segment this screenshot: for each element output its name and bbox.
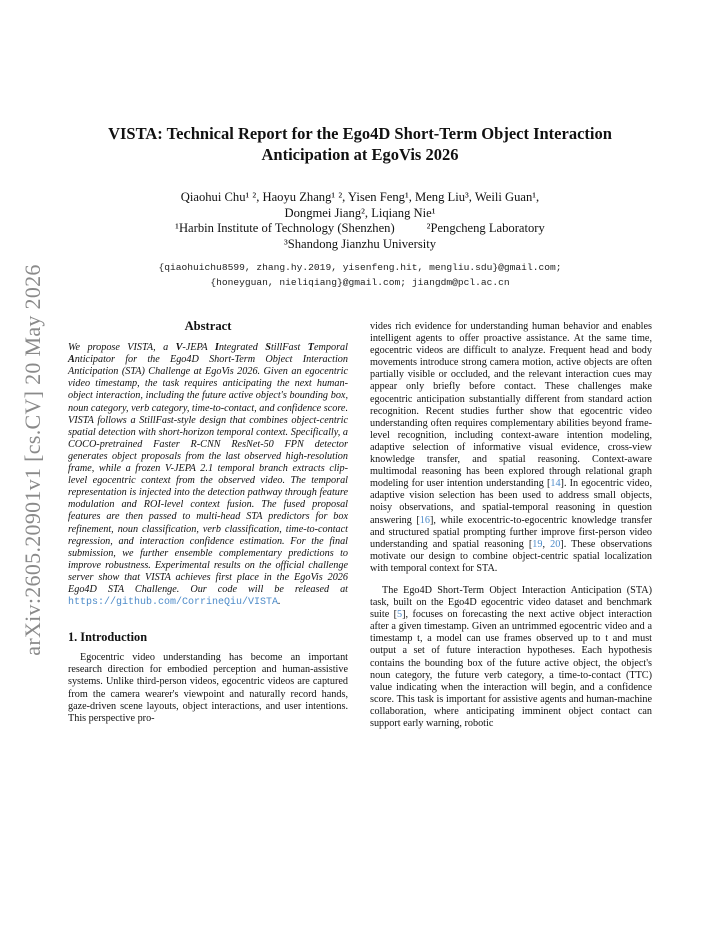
citation-20[interactable]: 20: [550, 538, 561, 550]
arxiv-id: arXiv:2605.20901v1 [cs.CV] 20 May 2026: [20, 264, 45, 656]
abstract-run: We propose VISTA, a: [68, 342, 176, 354]
email-line-2: {honeyguan, nieliqiang}@gmail.com; jiangdm@pcl.ac.cn: [210, 277, 510, 288]
abstract-heading: Abstract: [184, 319, 232, 333]
title-line-1: VISTA: Technical Report for the Ego4D Short-Term Object Interaction: [108, 124, 612, 143]
affiliation-3: ³Shandong Jianzhu University: [283, 236, 437, 251]
abstract-bold-letter: T: [307, 342, 315, 354]
abstract-bold-letter: V: [175, 342, 183, 354]
citation-14[interactable]: 14: [550, 478, 561, 490]
intro-heading: 1. Introduction: [68, 630, 148, 645]
affiliation-2: ²Pengcheng Laboratory: [426, 221, 545, 235]
abstract-run: nticipator for the Ego4D Short-Term Object Interaction Anticipation (STA) Challenge at EgoVis 2026. Given an egocentric video timestamp, the task requires anticipating the next human-object interaction, including the future active object's bounding box, noun category, verb category, time-to-contact, and confidence score. VISTA follows a StillFast-style design that combines object-centric spatial detection with short-horizon temporal context. Specifically, a COCO-pretrained Faster R-CNN ResNet-50 FPN detector generates object proposals from the last observed high-resolution frame, while a frozen V-JEPA 2.1 temporal branch extracts clip-level egocentric context from the observed video. The temporal representation is injected into the detection pathway through feature modulation and ROI-level context fusion. The fused proposal features are then passed to multi-head STA predictors for box refinement, noun classification, verb classification, time-to-contact regression, and interaction confidence estimation. For the final submission, we further ensemble complementary predictions to improve robustness. Experimental results on the official challenge server show that VISTA achieves first place in the EgoVis 2026 Ego4D STA Challenge. Our code will be released at: [68, 354, 348, 595]
arxiv-watermark: [18, 250, 48, 670]
author-block: [70, 190, 650, 252]
abstract-bold-letter: A: [68, 354, 75, 366]
abstract-run: emporal: [314, 342, 348, 354]
paper-title: [70, 123, 650, 165]
abstract-run: Fast: [282, 342, 308, 354]
abstract-run: till: [270, 342, 283, 354]
affiliation-row: [70, 221, 650, 237]
abstract-text: [68, 342, 348, 609]
left-column: [68, 320, 348, 725]
text-run: The Ego4D Short-Term Object Interaction Anticipation (STA) task, built on the Ego4D egocentric video dataset and benchmark suite [: [370, 584, 652, 621]
intro-paragraph-left: Egocentric video understanding has become an important research direction for embodied perception and human-assistive systems. Unlike third-person videos, egocentric videos are captured from the camera wearer's viewpoint and naturally record hands, gaze-driven scene layouts, object interactions, and user intentions. This perspective pro-: [68, 652, 348, 724]
abstract-bold-letter: I: [214, 342, 219, 354]
email-line-1: {qiaohuichu8599, zhang.hy.2019, yisenfeng.hit, mengliu.sdu}@gmail.com;: [158, 262, 562, 273]
title-line-2: Anticipation at EgoVis 2026: [261, 145, 459, 164]
citation-19[interactable]: 19: [532, 538, 543, 550]
citation-16[interactable]: 16: [419, 514, 430, 526]
abstract-run: ntegrated: [218, 342, 266, 354]
authors-line-2: Dongmei Jiang², Liqiang Nie¹: [284, 205, 436, 220]
affiliation-1: ¹Harbin Institute of Technology (Shenzhen): [175, 221, 395, 235]
citation-5[interactable]: 5: [397, 609, 403, 621]
intro-paragraph-right-1: [370, 321, 652, 575]
authors-line-1: Qiaohui Chu¹ ², Haoyu Zhang¹ ², Yisen Feng¹, Meng Liu³, Weili Guan¹,: [180, 190, 540, 204]
text-run: ]. These observations motivate our design to combine object-centric spatial localization with temporal context for STA.: [370, 538, 653, 574]
email-block: [70, 260, 650, 290]
intro-paragraph-right-2: [370, 585, 652, 730]
text-run: ,: [542, 538, 551, 550]
abstract-bold-letter: S: [265, 342, 271, 354]
right-column: [370, 321, 652, 730]
text-run: ], while exocentric-to-egocentric knowledge transfer and structured spatial prompting further improve first-person video understanding and spatial reasoning [: [370, 514, 653, 550]
text-run: vides rich evidence for understanding human behavior and enables intelligent agents to offer proactive assistance. At the same time, egocentric videos are difficult to analyze. Frequent head and body movements introduce strong camera motion, active objects are often partially visible or occluded, and the relevant interaction cues may appear only briefly before contact. These challenges make egocentric anticipation substantially different from standard action recognition. Recent studies further show that egocentric video understanding often requires complementary abilities beyond frame-level recognition, including context-aware intention modeling, adaptive selection of informative visual evidence, cross-view knowledge transfer, and spatial reasoning. Context-aware multimodal reasoning has been explored through relational graph modeling for user intention understanding [: [370, 321, 652, 490]
abstract-run: -JEPA: [182, 342, 215, 354]
github-link[interactable]: https://github.com/CorrineQiu/VISTA: [68, 597, 279, 609]
abstract-run: .: [278, 596, 281, 608]
paragraph-gap: [370, 575, 652, 585]
text-run: ]. In egocentric video, adaptive vision selection has been used to address small objects, noisy observations, and spatial-temporal reasoning in question answering [: [370, 478, 652, 526]
text-run: ], focuses on forecasting the next active object interaction after a given timestamp. Given an untrimmed egocentric video and a timestamp t, a model can use frames observed up to t and must output a set of future interaction hypotheses. Each hypothesis contains the bounding box of the future active object, the object's noun category, the future verb category, a time-to-contact (TTC) value indicating when the interaction will begin, and a confidence score. This task is important for assistive agents and human-machine collaboration, where anticipating imminent object contact can support early warning, robotic: [370, 609, 652, 729]
